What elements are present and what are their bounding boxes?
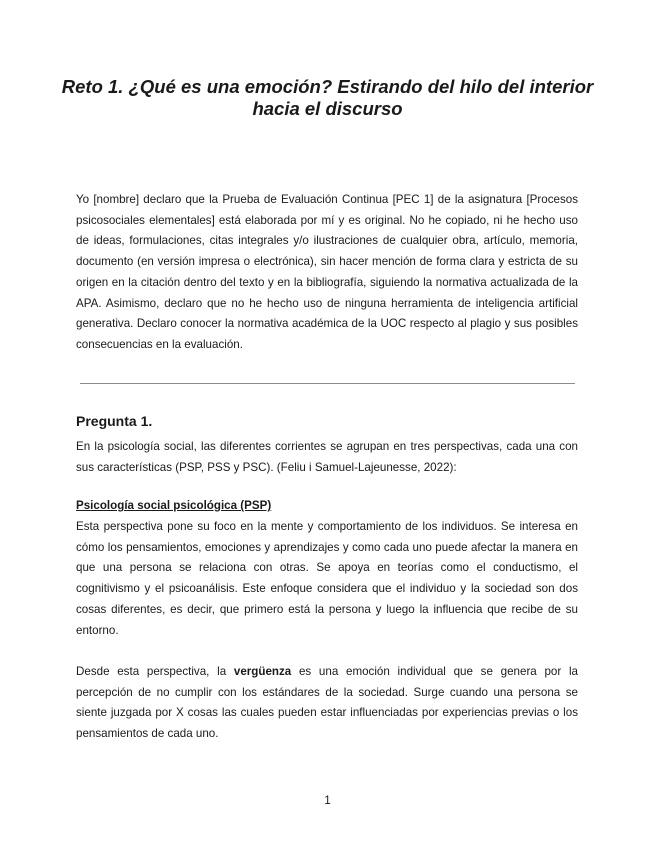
verguenza-paragraph: [76, 662, 578, 745]
verguenza-term: vergüenza: [233, 665, 292, 678]
document-title: Reto 1. ¿Qué es una emoción? Estirando del hilo del interior hacia el discurso: [61, 76, 594, 119]
verguenza-paragraph-start: Desde esta perspectiva, la: [76, 665, 234, 678]
verguenza-paragraph-end: es una emoción individual que se genera por la percepción de no cumplir con los estándares de la sociedad. Surge cuando una persona se siente juzgada por X cosas las cuales pueden estar influenciadas por experiencias previas o los pensamientos de cada uno.: [76, 665, 578, 741]
question-heading: Pregunta 1.: [76, 413, 153, 429]
question-intro: En la psicología social, las diferentes corrientes se agrupan en tres perspectivas, cada una con sus características (PSP, PSS y PSC). (Feliu i Samuel-Lajeunesse, 2022):: [76, 440, 578, 474]
authorship-declaration: Yo [nombre] declaro que la Prueba de Evaluación Continua [PEC 1] de la asignatura [Procesos psicosociales elementales] está elaborada por mí y es original. No he copiado, ni he hecho uso de ideas, formulaciones, citas integrales y/o ilustraciones de cualquier obra, artículo, memoria, documento (en versión impresa o electrónica), sin hacer mención de forma clara y estricta de su origen en la citación dentro del texto y en la bibliografía, siguiendo la normativa actualizada de la APA. Asimismo, declaro que no he hecho uso de ninguna herramienta de inteligencia artificial generativa. Declaro conocer la normativa académica de la UOC respecto al plagio y sus posibles consecuencias en la evaluación.: [76, 193, 578, 351]
psp-section-heading: Psicología social psicológica (PSP): [76, 499, 272, 512]
section-divider: [80, 383, 575, 384]
psp-section-body: Esta perspectiva pone su foco en la mente y comportamiento de los individuos. Se interesa en cómo los pensamientos, emociones y aprendizajes y como cada uno puede afectar la manera en que una persona se relaciona con otras. Se apoya en teorías como el conductismo, el cognitivismo y el psicoanálisis. Este enfoque considera que el individuo y la sociedad son dos cosas diferentes, es decir, que primero está la persona y luego la influencia que recibe de su entorno.: [76, 520, 578, 637]
page-number: 1: [324, 794, 331, 807]
